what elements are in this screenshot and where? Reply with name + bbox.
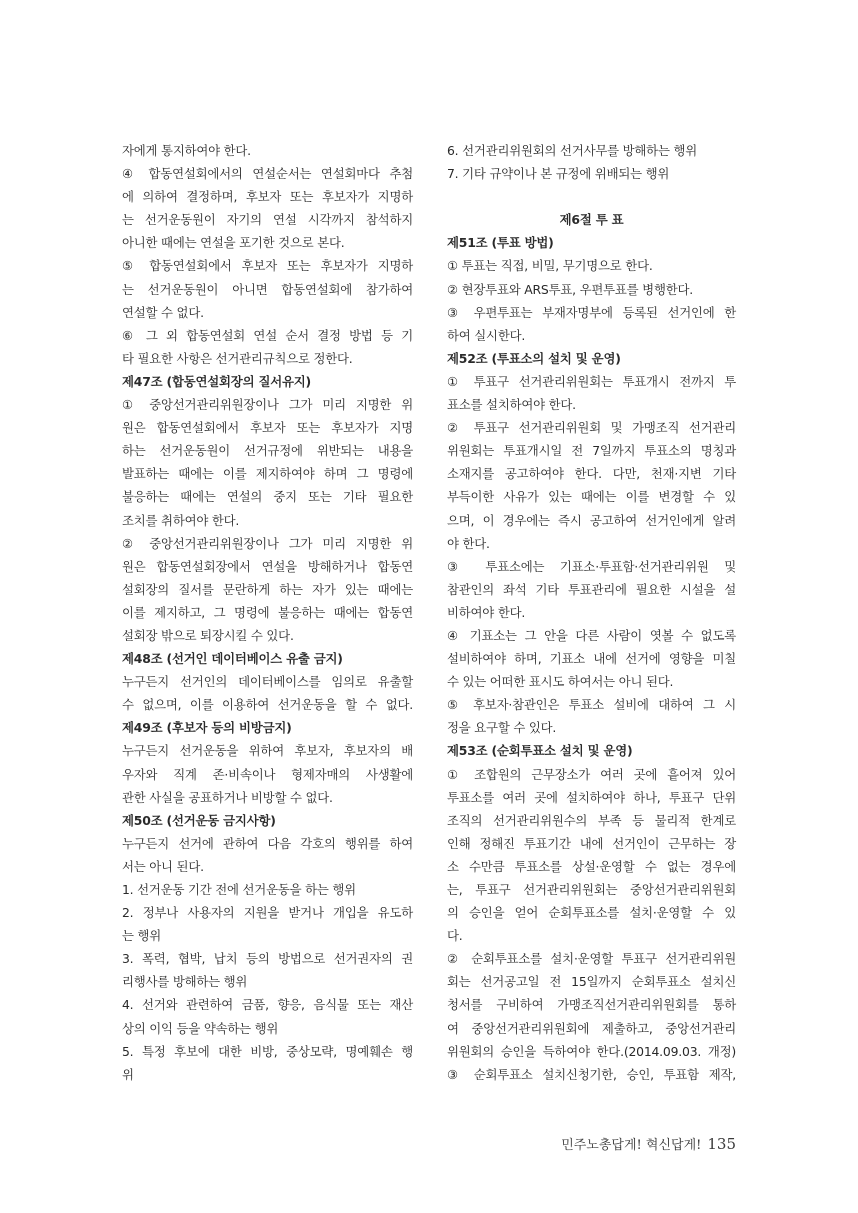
text-line: 누구든지 선거인의 데이터베이스를 임의로 유출할 — [122, 674, 413, 690]
text-line: 연설할 수 없다. — [122, 304, 204, 320]
text-line: 투표소를 여러 곳에 설치하여야 하나, 투표구 단위 — [447, 789, 736, 805]
text-line: 설회장 밖으로 퇴장시킬 수 있다. — [122, 627, 294, 643]
text-line: 3. 폭력, 협박, 납치 등의 방법으로 선거권자의 권 — [122, 951, 413, 967]
text-line: ③ 우편투표는 부재자명부에 등록된 선거인에 한 — [447, 304, 736, 320]
article-heading: 제48조 (선거인 데이터베이스 유출 금지) — [122, 651, 343, 667]
text-line: 상의 이익 등을 약속하는 행위 — [122, 1020, 279, 1036]
text-line: 여 중앙선거관리위원회에 제출하고, 중앙선거관리 — [447, 1020, 736, 1036]
page-footer — [561, 1134, 736, 1153]
text-line: 다. — [447, 928, 463, 944]
text-line: ② 현장투표와 ARS투표, 우편투표를 병행한다. — [447, 281, 693, 297]
left-column — [122, 139, 413, 1086]
text-line: ② 중앙선거관리위원장이나 그가 미리 지명한 위 — [122, 535, 413, 551]
text-line: 부득이한 사유가 있는 때에는 이를 변경할 수 있 — [447, 489, 736, 505]
text-line: 수 없으며, 이를 이용하여 선거운동을 할 수 없다. — [122, 697, 413, 713]
text-line: 2. 정부나 사용자의 지원을 받거나 개입을 유도하 — [122, 905, 413, 921]
text-line: 아니한 때에는 연설을 포기한 것으로 본다. — [122, 235, 345, 251]
text-line: 는 선거운동원이 자기의 연설 시각까지 참석하지 — [122, 212, 413, 228]
text-line: 에 의하여 결정하며, 후보자 또는 후보자가 지명하 — [122, 189, 413, 205]
text-line: 원은 합동연설회장에서 연설을 방해하거나 합동연 — [122, 558, 413, 574]
text-line: 자에게 통지하여야 한다. — [122, 143, 251, 158]
text-line: 야 한다. — [447, 535, 490, 551]
text-line: ① 투표구 선거관리위원회는 투표개시 전까지 투 — [447, 373, 736, 389]
text-line: 설회장의 질서를 문란하게 하는 자가 있는 때에는 — [122, 581, 413, 597]
text-line: 6. 선거관리위원회의 선거사무를 방해하는 행위 — [447, 143, 697, 158]
article-heading: 제53조 (순회투표소 설치 및 운영) — [447, 743, 633, 759]
text-line: ① 조합원의 근무장소가 여러 곳에 흩어져 있어 — [447, 766, 736, 782]
text-line: 누구든지 선거에 관하여 다음 각호의 행위를 하여 — [122, 835, 413, 851]
text-line: 우자와 직계 존·비속이나 형제자매의 사생활에 — [122, 766, 413, 782]
article-heading: 제52조 (투표소의 설치 및 운영) — [447, 350, 621, 366]
text-line: ① 중앙선거관리위원장이나 그가 미리 지명한 위 — [122, 397, 413, 413]
text-line: ③ 순회투표소 설치신청기한, 승인, 투표함 제작, — [447, 1066, 736, 1082]
text-line: 하는 선거운동원이 선거규정에 위반되는 내용을 — [122, 443, 413, 459]
text-line: ⑥ 그 외 합동연설회 연설 순서 결정 방법 등 기 — [122, 327, 413, 343]
text-line: ③ 투표소에는 기표소·투표함·선거관리위원 및 — [447, 558, 736, 574]
text-line: 원은 합동연설회에서 후보자 또는 후보자가 지명 — [122, 420, 413, 436]
text-line: 발표하는 때에는 이를 제지하여야 하며 그 명령에 — [122, 466, 413, 482]
blank-line — [447, 185, 736, 208]
text-line: ⑤ 합동연설회에서 후보자 또는 후보자가 지명하 — [122, 258, 413, 274]
text-line: 위원회의 승인을 득하여야 한다.(2014.09.03. 개정) — [447, 1043, 736, 1059]
text-line: ④ 기표소는 그 안을 다른 사람이 엿볼 수 없도록 — [447, 627, 736, 643]
text-line: 회는 선거공고일 전 15일까지 순회투표소 설치신 — [447, 974, 736, 990]
footer-slogan: 민주노총답게! 혁신답게! — [561, 1138, 702, 1153]
text-line: ④ 합동연설회에서의 연설순서는 연설회마다 추첨 — [122, 166, 413, 182]
text-line: 타 필요한 사항은 선거관리규칙으로 정한다. — [122, 350, 353, 366]
text-line: 4. 선거와 관련하여 금품, 향응, 음식물 또는 재산 — [122, 997, 413, 1013]
text-line: 5. 특정 후보에 대한 비방, 중상모략, 명예훼손 행 — [122, 1043, 413, 1059]
text-line: 표소를 설치하여야 한다. — [447, 397, 576, 413]
text-line: 는, 투표구 선거관리위원회는 중앙선거관리위원회 — [447, 882, 736, 897]
text-line: 는 행위 — [122, 928, 162, 944]
text-line: ② 투표구 선거관리위원회 및 가맹조직 선거관리 — [447, 420, 736, 436]
text-line: ① 투표는 직접, 비밀, 무기명으로 한다. — [447, 258, 653, 274]
text-line: 조직의 선거관리위원수의 부족 등 물리적 한계로 — [447, 812, 736, 828]
text-line: 서는 아니 된다. — [122, 858, 204, 874]
text-line: 소 수만큼 투표소를 상설·운영할 수 없는 경우에 — [447, 858, 736, 874]
text-line: 비하여야 한다. — [447, 604, 526, 620]
text-line: 는 선거운동원이 아니면 합동연설회에 참가하여 — [122, 281, 413, 297]
text-line: 소재지를 공고하여야 한다. 다만, 천재·지변 기타 — [447, 466, 736, 482]
right-column — [447, 139, 736, 1086]
article-heading: 제51조 (투표 방법) — [447, 235, 554, 251]
text-line: 하여 실시한다. — [447, 327, 526, 343]
text-line: ⑤ 후보자·참관인은 투표소 설비에 대하여 그 시 — [447, 697, 736, 713]
text-line: 정을 요구할 수 있다. — [447, 720, 557, 736]
text-line: 1. 선거운동 기간 전에 선거운동을 하는 행위 — [122, 882, 356, 897]
article-heading: 제47조 (합동연설회장의 질서유지) — [122, 373, 311, 389]
text-line: 인해 정해진 투표기간 내에 선거인이 근무하는 장 — [447, 835, 736, 851]
text-line: 수 있는 어떠한 표시도 하여서는 아니 된다. — [447, 674, 674, 690]
text-line: 이를 제지하고, 그 명령에 불응하는 때에는 합동연 — [122, 604, 413, 620]
text-line: 의 승인을 얻어 순회투표소를 설치·운영할 수 있 — [447, 905, 736, 921]
text-line: 참관인의 좌석 기타 투표관리에 필요한 시설을 설 — [447, 581, 736, 597]
text-line: 으며, 이 경우에는 즉시 공고하여 선거인에게 알려 — [447, 512, 736, 528]
text-line: 리행사를 방해하는 행위 — [122, 974, 248, 990]
text-line: 청서를 구비하여 가맹조직선거관리위원회를 통하 — [447, 997, 736, 1013]
text-line: 불응하는 때에는 연설의 중지 또는 기타 필요한 — [122, 489, 413, 505]
article-heading: 제49조 (후보자 등의 비방금지) — [122, 720, 292, 736]
text-line: 설비하여야 하며, 기표소 내에 선거에 영향을 미칠 — [447, 651, 736, 667]
text-line: ② 순회투표소를 설치·운영할 투표구 선거관리위원 — [447, 951, 736, 967]
text-line: 위 — [122, 1066, 134, 1082]
text-line: 조치를 취하여야 한다. — [122, 512, 240, 528]
text-line: 관한 사실을 공표하거나 비방할 수 없다. — [122, 789, 333, 805]
section-heading: 제6절 투 표 — [559, 212, 624, 228]
text-line: 7. 기타 규약이나 본 규정에 위배되는 행위 — [447, 166, 670, 182]
page-number: 135 — [707, 1135, 736, 1153]
article-heading: 제50조 (선거운동 금지사항) — [122, 812, 276, 828]
text-line: 위원회는 투표개시일 전 7일까지 투표소의 명칭과 — [447, 443, 736, 459]
text-line: 누구든지 선거운동을 위하여 후보자, 후보자의 배 — [122, 743, 413, 759]
